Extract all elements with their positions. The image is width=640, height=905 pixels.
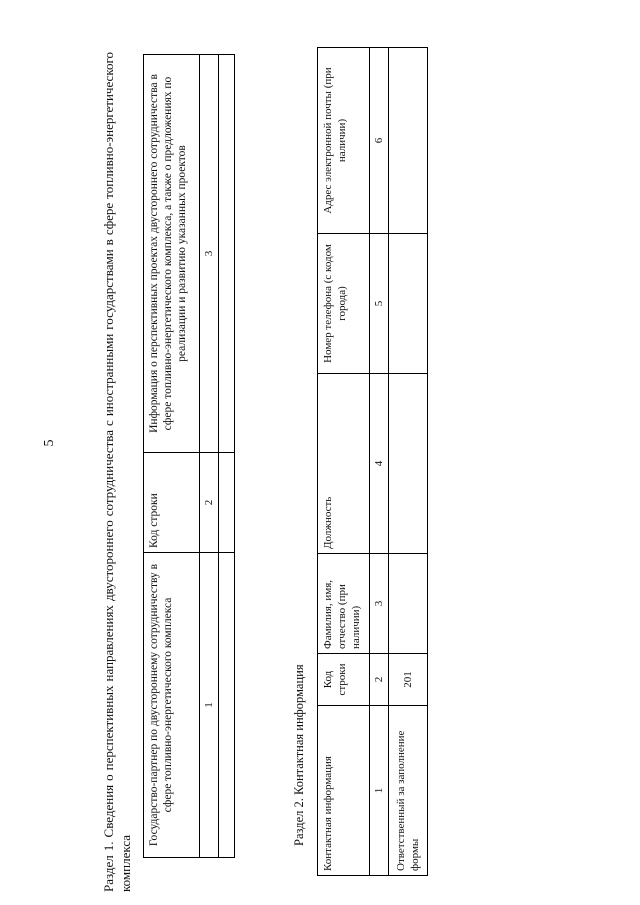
table2-header-contact: Контактная информация <box>318 706 370 876</box>
table2-colnum-4: 4 <box>370 374 389 554</box>
table2-cell-position[interactable] <box>389 374 428 554</box>
table1-colnum-2: 2 <box>200 453 219 553</box>
table2-colnum-2: 2 <box>370 654 389 706</box>
table2-cell-phone[interactable] <box>389 234 428 374</box>
section1-title: Раздел 1. Сведения о перспективных направлениях двустороннего сотрудничества с иностранными государствами в сфере топливно-энергетического комплекса <box>101 52 133 892</box>
table2-header-phone: Номер телефона (с кодом города) <box>318 234 370 374</box>
table2-header-name: Фамилия, имя, отчество (при наличии) <box>318 554 370 654</box>
page-number: 5 <box>42 439 57 447</box>
section2-table <box>317 47 428 876</box>
table1-header-state: Государство-партнер по двустороннему сотрудничеству в сфере топливно-энергетического комплекса <box>144 553 200 858</box>
table2-row-code: 201 <box>389 654 428 706</box>
table2-cell-email[interactable] <box>389 48 428 234</box>
table2-colnum-3: 3 <box>370 554 389 654</box>
table1-header-info: Информация о перспективных проектах двустороннего сотрудничества в сфере топливно-энергетического комплекса, а также о предложениях по реализации и развитию указанных проектов <box>144 55 200 453</box>
table1-colnum-3: 3 <box>200 55 219 453</box>
section1-table <box>143 54 235 858</box>
section2-title: Раздел 2. Контактная информация <box>292 664 306 846</box>
table1-cell-empty[interactable] <box>219 553 235 858</box>
table2-header-position: Должность <box>318 374 370 554</box>
table1-colnum-1: 1 <box>200 553 219 858</box>
table2-header-code: Код строки <box>318 654 370 706</box>
table2-colnum-6: 6 <box>370 48 389 234</box>
table1-header-code: Код строки <box>144 453 200 553</box>
table2-header-email: Адрес электронной почты (при наличии) <box>318 48 370 234</box>
table2-row-label: Ответственный за заполнение формы <box>389 706 428 876</box>
table1-cell-empty[interactable] <box>219 453 235 553</box>
table2-colnum-5: 5 <box>370 234 389 374</box>
table2-colnum-1: 1 <box>370 706 389 876</box>
table1-cell-empty[interactable] <box>219 55 235 453</box>
table2-cell-name[interactable] <box>389 554 428 654</box>
